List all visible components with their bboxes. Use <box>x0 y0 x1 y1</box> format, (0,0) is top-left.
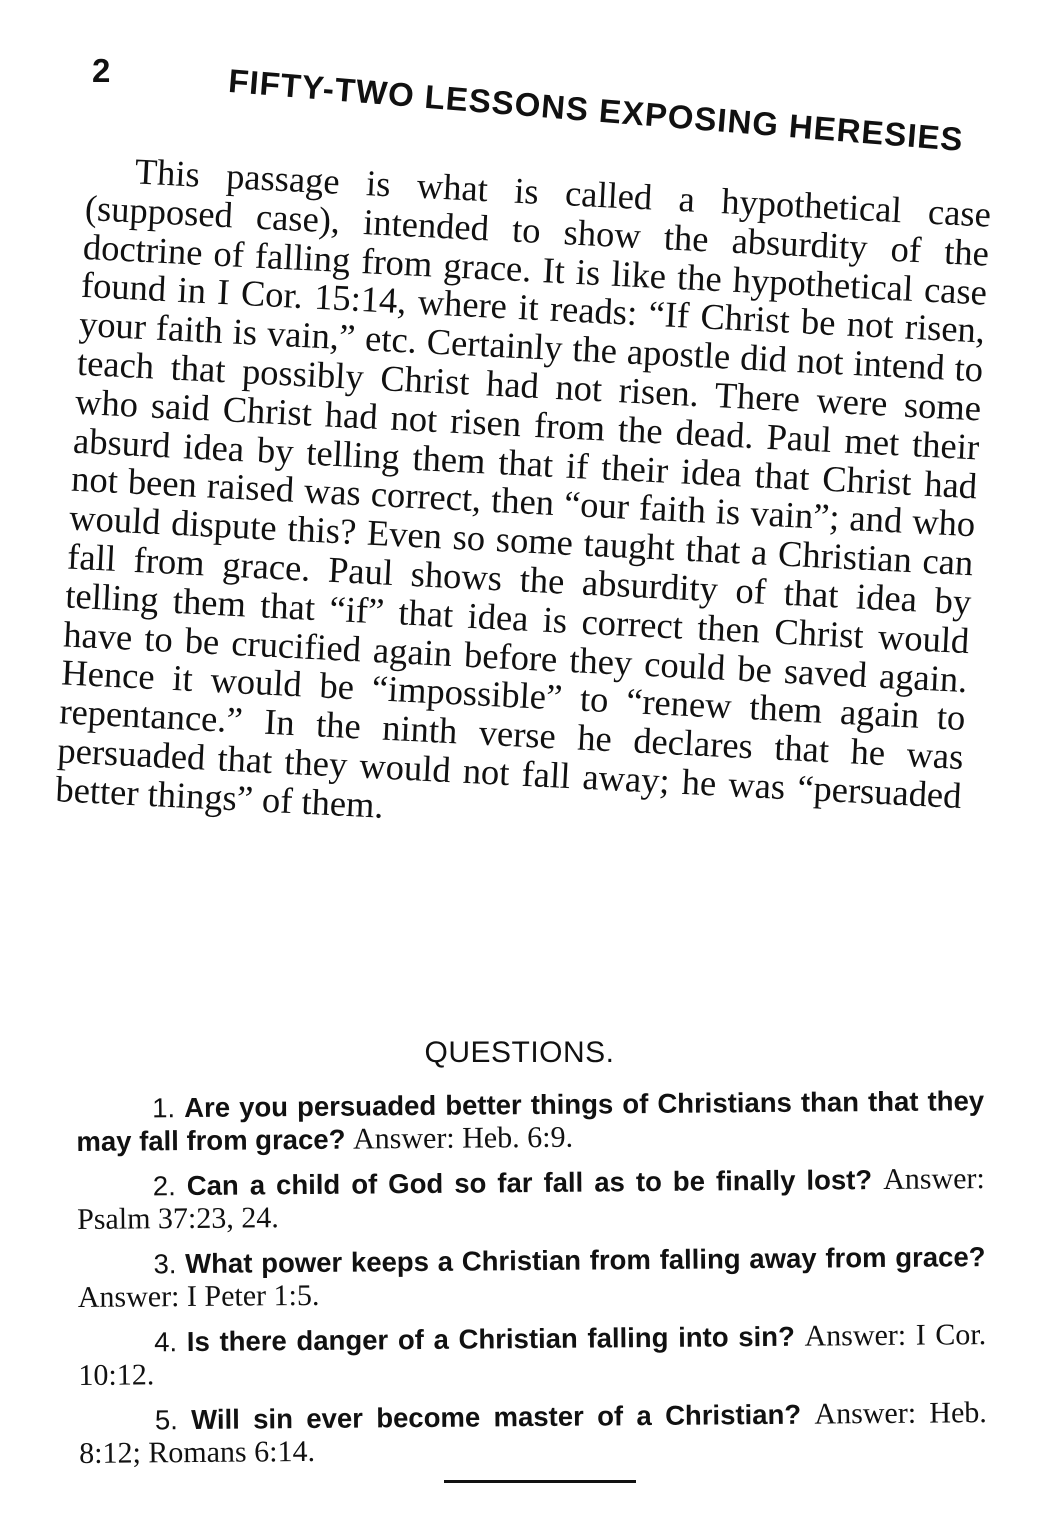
question-number: 4. <box>154 1326 178 1358</box>
question-number: 1. <box>152 1092 176 1124</box>
question-text: Can a child of God so far fall as to be finally lost? <box>186 1164 873 1202</box>
questions-heading: QUESTIONS. <box>424 1036 615 1069</box>
question-answer: Answer: I Cor. 10:12. <box>78 1318 987 1392</box>
question-item-5 <box>79 1396 988 1470</box>
page-number: 2 <box>92 52 111 89</box>
question-answer: Answer: Psalm 37:23, 24. <box>76 1162 985 1236</box>
question-item-3 <box>77 1240 986 1314</box>
end-rule <box>444 1480 636 1483</box>
question-number: 3. <box>153 1248 177 1280</box>
question-item-2 <box>77 1162 986 1236</box>
question-text: What power keeps a Christian from falling away from grace? <box>185 1241 986 1280</box>
body-paragraph: This passage is what is called a hypothetical case (supposed case), intended to show the absurdity of the doctrine of falling from grace. It is like the hypothetical case found in I Cor. 15:14, where it reads: “If Christ be not risen, your faith is vain,” etc. Certainly the apostle did not intend to teach that possibly Christ had not risen. There were some who said Christ had not risen from the dead. Paul met their absurd idea by telling them that if their idea that Christ had not been raised was correct, then “our faith is vain”; and who would dispute this? Even so some taught that a Christian can fall from grace. Paul shows the absurdity of that idea by telling them that “if” that idea is correct then Christ would have to be crucified again before they could be saved again. Hence it would be “impossible” to “renew them again to repentance.” In the ninth verse he declares that he was persuaded that they would not fall away; he was “persuaded better things” of them. <box>54 150 992 826</box>
question-answer: Answer: I Peter 1:5. <box>77 1278 320 1314</box>
questions-list <box>76 1084 987 1482</box>
question-text: Are you persuaded better things of Christians than that they may fall from grace? <box>76 1085 985 1157</box>
question-number: 2. <box>152 1170 176 1202</box>
question-answer: Answer: Heb. 8:12; Romans 6:14. <box>79 1396 987 1470</box>
question-text: Will sin ever become master of a Christian? <box>191 1398 802 1436</box>
body-text <box>55 150 992 854</box>
question-text: Is there danger of a Christian falling into sin? <box>186 1320 795 1358</box>
question-item-1 <box>76 1084 985 1158</box>
question-answer: Answer: Heb. 6:9. <box>352 1120 574 1156</box>
question-number: 5. <box>154 1404 178 1436</box>
running-title: FIFTY-TWO LESSONS EXPOSING HERESIES <box>227 62 965 159</box>
question-item-4 <box>78 1318 987 1392</box>
